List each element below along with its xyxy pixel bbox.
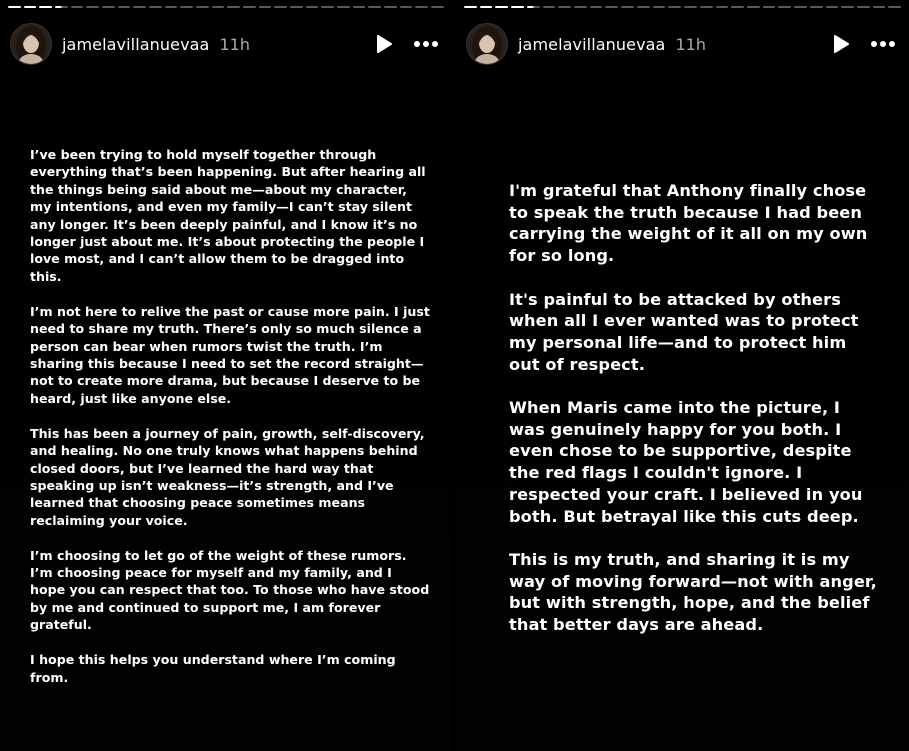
story-text — [30, 146, 430, 703]
progress-segment — [841, 6, 854, 8]
story-paragraph: When Maris came into the picture, I was genuinely happy for you both. I even chose to be supportive, despite the red flags I couldn't ignore. I respected your craft. I believed in you both. But betrayal like this cuts deep. — [509, 398, 863, 526]
progress-segment — [118, 6, 131, 8]
progress-segment — [102, 6, 115, 8]
username[interactable]: jamelavillanuevaa — [62, 34, 210, 54]
progress-segment — [259, 6, 272, 8]
progress-segment — [8, 6, 21, 8]
progress-segment — [274, 6, 287, 8]
avatar[interactable] — [10, 23, 52, 65]
progress-segment — [700, 6, 713, 8]
story-panel-right[interactable] — [456, 0, 909, 751]
progress-segment — [574, 6, 587, 8]
progress-segment — [212, 6, 225, 8]
progress-segment — [653, 6, 666, 8]
story-progress-bar — [8, 6, 444, 9]
username[interactable]: jamelavillanuevaa — [518, 34, 666, 54]
more-options-icon — [413, 40, 439, 48]
story-header — [466, 20, 897, 68]
progress-segment — [810, 6, 823, 8]
story-paragraph: This is my truth, and sharing it is my way of moving forward—not with anger, but with strength, hope, and the belief that better days are ahead. — [509, 549, 877, 635]
progress-segment — [353, 6, 366, 8]
play-icon — [832, 34, 850, 54]
progress-segment — [321, 6, 334, 8]
more-options-button[interactable] — [412, 30, 440, 58]
progress-segment — [431, 6, 444, 8]
progress-segment — [495, 6, 508, 8]
story-text — [509, 180, 879, 657]
progress-segment — [888, 6, 901, 8]
post-time: 11h — [675, 34, 706, 54]
progress-segment — [337, 6, 350, 8]
story-paragraph: I’m not here to relive the past or cause more pain. I just need to share my truth. There’s only so much silence a person can bear when rumors twist the truth. I’m sharing this because I need to set the record straight—not to create more drama, but because I deserve to be heard, just like anyone else. — [30, 303, 430, 406]
more-options-icon — [870, 40, 896, 48]
progress-segment — [24, 6, 37, 8]
story-paragraph: I hope this helps you understand where I’m coming from. — [30, 652, 396, 685]
progress-segment — [149, 6, 162, 8]
progress-segment — [415, 6, 428, 8]
progress-segment — [196, 6, 209, 8]
story-progress-bar — [464, 6, 901, 9]
progress-segment — [747, 6, 760, 8]
story-paragraph: I’ve been trying to hold myself together through everything that’s been happening. But after hearing all the things being said about me—about my character, my intentions, and even my family—I can’t stay silent any longer. It’s been deeply painful, and I know it’s no longer just about me. It’s about protecting the people I love most, and I can’t allow them to be dragged into this. — [30, 147, 426, 284]
progress-segment — [511, 6, 524, 8]
progress-segment — [86, 6, 99, 8]
story-paragraph: It's painful to be attacked by others when all I ever wanted was to protect my personal life—and to protect him out of respect. — [509, 289, 859, 374]
progress-segment — [368, 6, 381, 8]
story-header — [10, 20, 440, 68]
progress-segment — [243, 6, 256, 8]
progress-segment — [668, 6, 681, 8]
story-paragraph: This has been a journey of pain, growth, self-discovery, and healing. No one truly knows what happens behind closed doors, but I’ve learned the hard way that speaking up isn’t weakness—it’s strength, and I’ve learned that choosing peace sometimes means reclaiming your voice. — [30, 425, 425, 528]
progress-segment — [778, 6, 791, 8]
play-button[interactable] — [370, 30, 398, 58]
progress-segment — [165, 6, 178, 8]
progress-segment — [227, 6, 240, 8]
progress-segment — [826, 6, 839, 8]
progress-segment — [558, 6, 571, 8]
progress-segment — [590, 6, 603, 8]
progress-segment — [464, 6, 477, 8]
progress-segment — [684, 6, 697, 8]
progress-segment — [731, 6, 744, 8]
progress-segment — [543, 6, 556, 8]
avatar[interactable] — [466, 23, 508, 65]
post-time: 11h — [219, 34, 250, 54]
progress-segment — [290, 6, 303, 8]
progress-segment — [527, 6, 540, 8]
progress-segment — [400, 6, 413, 8]
progress-segment — [621, 6, 634, 8]
play-button[interactable] — [827, 30, 855, 58]
progress-segment — [873, 6, 886, 8]
progress-segment — [384, 6, 397, 8]
story-paragraph: I'm grateful that Anthony finally chose to speak the truth because I had been carrying the weight of it all on my own for so long. — [509, 181, 868, 266]
progress-segment — [71, 6, 84, 8]
play-icon — [375, 34, 393, 54]
progress-segment — [857, 6, 870, 8]
progress-segment — [133, 6, 146, 8]
progress-segment — [716, 6, 729, 8]
progress-segment — [605, 6, 618, 8]
story-paragraph: I’m choosing to let go of the weight of these rumors. I’m choosing peace for myself and my family, and I hope you can respect that too. To those who have stood by me and continued to support me, I am forever grateful. — [30, 547, 430, 633]
progress-segment — [637, 6, 650, 8]
progress-segment — [180, 6, 193, 8]
progress-segment — [794, 6, 807, 8]
progress-segment — [763, 6, 776, 8]
story-panel-left[interactable] — [0, 0, 452, 751]
more-options-button[interactable] — [869, 30, 897, 58]
progress-segment — [55, 6, 68, 8]
progress-segment — [480, 6, 493, 8]
progress-segment — [306, 6, 319, 8]
progress-segment — [39, 6, 52, 8]
